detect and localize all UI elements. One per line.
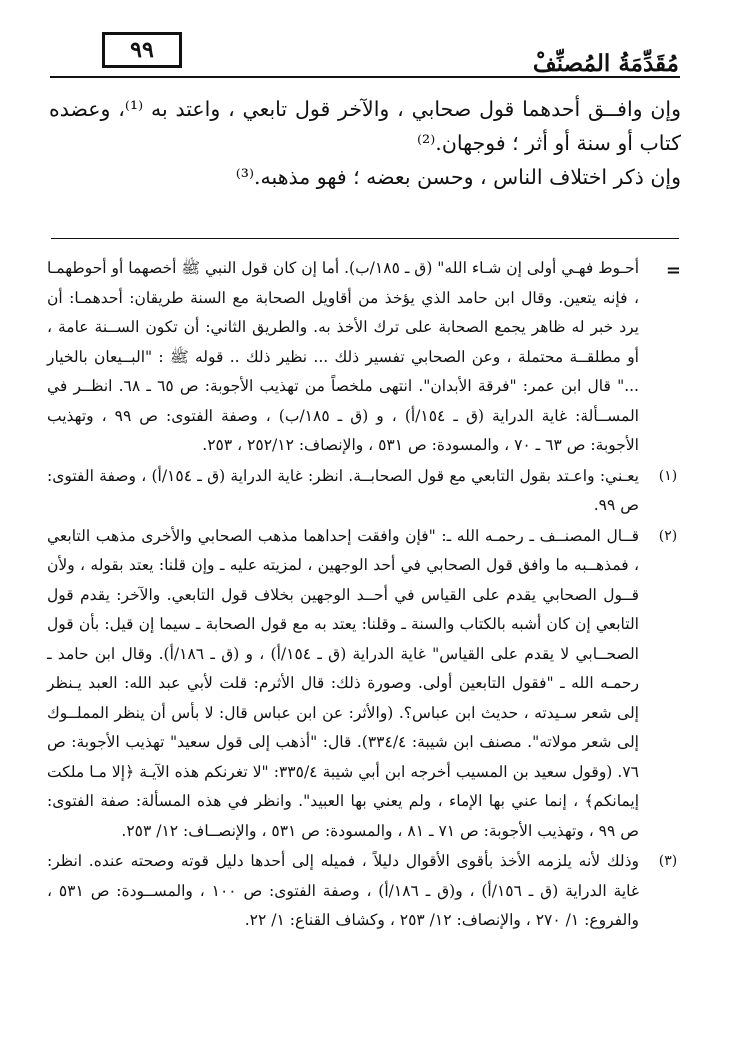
footnote-text: يعـني: واعـتد بقول التابعي مع قول الصحابــة. انظر: غاية الدراية (ق ـ ١٥٤/أ) ، وصفة الفتوى: ص ٩٩. <box>47 466 639 514</box>
footnotes <box>47 254 683 937</box>
continuation-marker: = <box>665 260 681 281</box>
footnote-text: قــال المصنــف ـ رحمـه الله ـ: "فإن وافقت إحداهما مذهب الصحابي والأخرى مذهب التابعي ، فمذهــبه ما وافق قول الصحابي في أحد الوجهين ، لمزيته عليه ـ وإن قلنا: يعتد بقوله ، ولأن قــول الصحابي يقدم على القياس في أحــد الوجهين بخلاف قول التابعي. والآخر: يقدم قول التابعي إن كان أشبه بالكتاب والسنة ـ وقلنا: يعتد به مع قول الصحابة ـ سيما إن قيل: بأن قول الصحــابي لا يقدم على القياس" غاية الدراية (ق ـ ١٥٤/أ) ، و (ق ـ ١٨٦/أ). وقال ابن حامد ـ رحمـه الله ـ "فقول التابعين أولى. وصورة ذلك: قال الأثرم: قلت لأبي عبد الله: العبد يـنظر إلى شعر سـيدته ، حديث ابن عباس؟. (والأثر: عن ابن عباس قال: لا بأس أن ينظر المملــوك إلى شعر مولاته". مصنف ابن شيبة: ٣٣٤/٤). قال: "أذهب إلى قول سعيد" تهذيب الأجوبة: ص ٧٦. (وقول سعيد بن المسيب أخرجه ابن أبي شيبة ٣٣٥/٤: "لا تغرنكم هذه الآيـة ﴿إلا مـا ملكت إيمانكم﴾ ، إنما عني بها الإماء ، ولم يعني بها العبيد". وانظر في هذه المسألة: صفة الفتوى: ص ٩٩ ، وتهذيب الأجوبة: ص ٧١ ـ ٨١ ، والمسودة: ص ٥٣١ ، والإنصــاف: ١٢/ ٢٥٣. <box>47 526 640 840</box>
footnote-divider <box>51 238 679 239</box>
header-rule <box>50 76 680 78</box>
main-text <box>49 92 681 194</box>
footnote-text: أحـوط فهـي أولى إن شـاء الله" (ق ـ ١٨٥/ب). أما إن كان قول النبي ﷺ أخصهما أو أحوطهمـا ، فإنه يتعين. وقال ابن حامد الذي يؤخذ من أقاويل الصحابة مع السنة طريقان: أحدهمـا: أن يرد خبر له ظاهر يجمع الصحابة على ترك الأخذ به. والطريق الثاني: أن تكون الســنة عامة ، أو مطلقــة محتملة ، وعن الصحابي تفسير ذلك ... نظير ذلك .. قوله ﷺ : "البــيعان بالخيار ..." قال ابن عمر: "فرقة الأبدان". انتهى ملخصاً من تهذيب الأجوبة: ص ٦٥ ـ ٦٨. انظــر في المســألة: غاية الدراية (ق ـ ١٥٤/أ) ، و (ق ـ ١٨٥/ب) ، وصفة الفتوى: ص ٩٩ ، وتهذيب الأجوبة: ص ٦٣ ـ ٧٠ ، والمسودة: ص ٥٣١ ، والإنصاف: ٢٥٢/١٢ ، ٢٥٣. <box>47 259 639 454</box>
page-number-box <box>102 32 182 68</box>
footnote-number: (٣) <box>658 853 678 869</box>
footnote-continuation <box>47 254 683 461</box>
footnote-text: وذلك لأنه يلزمه الأخذ بأقوى الأقوال دليلاً ، فميله إلى أحدها دليل قوته وصحته عنده. انظر: غاية الدراية (ق ـ ١٥٦/أ) ، و(ق ـ ١٨٦/أ) ، وصفة الفتوى: ص ١٠٠ ، والمســودة: ص ٥٣١ ، والفروع: ١/ ٢٧٠ ، والإنصاف: ١٢/ ٢٥٣ ، وكشاف القناع: ١/ ٢٢. <box>47 852 639 929</box>
page-number: ٩٩ <box>130 37 154 63</box>
main-paragraph: وإن وافــق أحدهما قول صحابي ، والآخر قول تابعي ، واعتد به ⁽¹⁾، وعضده كتاب أو سنة أو أثر ؛ فوجهان.⁽²⁾ <box>49 97 682 155</box>
footnote-2 <box>47 522 683 847</box>
main-paragraph: وإن ذكر اختلاف الناس ، وحسن بعضه ؛ فهو مذهبه.⁽³⁾ <box>235 165 681 189</box>
footnote-1 <box>47 462 683 521</box>
footnote-3 <box>47 847 683 936</box>
footnote-number: (١) <box>658 467 678 484</box>
footnote-number: (٢) <box>658 527 678 544</box>
running-header-title: مُقَدِّمَةُ المُصنِّفْ <box>532 50 679 77</box>
